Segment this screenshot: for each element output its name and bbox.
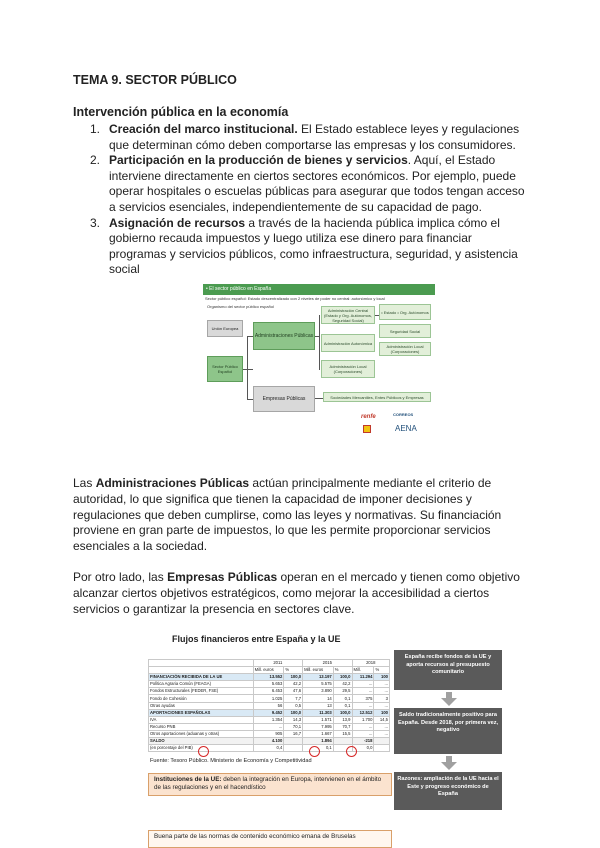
- box-local: Administración Local (Corporaciones): [321, 360, 375, 378]
- table-cell: 0,4: [253, 745, 284, 752]
- table-cell: [374, 738, 390, 745]
- table-cell: 1.354: [253, 716, 284, 723]
- table-cell: 70,1: [284, 723, 303, 730]
- table-cell: 70,7: [333, 723, 352, 730]
- diagram-subtitle: Sector público español: Estado descentralizado con 2 niveles de poder no central: autonómico y local: [205, 296, 385, 301]
- table-cell: 100,0: [284, 709, 303, 716]
- table-cell: %: [333, 667, 352, 674]
- table-cell: ...: [374, 681, 390, 688]
- highlight-circle: [198, 746, 209, 757]
- para-text: Las: [73, 476, 96, 490]
- list-item-bold: Asignación de recursos: [109, 215, 246, 230]
- paragraph-empresas: [73, 570, 521, 617]
- table-cell: 375: [352, 695, 374, 702]
- table-cell: 12.512: [352, 709, 374, 716]
- table-cell: ...: [352, 681, 374, 688]
- table-cell: ...: [374, 723, 390, 730]
- table-cell: [284, 738, 303, 745]
- table-cell-label: Recurso PNB: [149, 723, 254, 730]
- box-administraciones: Administraciones Públicas: [253, 322, 315, 350]
- table-cell-label: Otros aportaciones (aduanas y otras): [149, 730, 254, 737]
- table-cell: 1.571: [303, 716, 334, 723]
- connector: [375, 315, 379, 316]
- box-empresas-desc: Sociedades Mercantiles, Entes Públicos y Empresas: [323, 392, 431, 402]
- table-cell: 2018: [352, 660, 390, 667]
- table-row: [149, 681, 390, 688]
- table-subheader-row: [149, 667, 390, 674]
- table-row: [149, 695, 390, 702]
- table-cell: 100,0: [333, 674, 352, 681]
- highlight-circle: [309, 746, 320, 757]
- table-row: [149, 730, 390, 737]
- table-cell: %: [374, 667, 390, 674]
- table-cell: Mill.: [352, 667, 374, 674]
- correos-logo: CORREOS: [393, 412, 414, 417]
- box-sector-publico: Sector Público Español: [207, 356, 243, 382]
- table-cell: ...: [374, 730, 390, 737]
- table-cell: ...: [352, 723, 374, 730]
- table-cell: 0,1: [333, 702, 352, 709]
- table-cell-label: FINANCIACIÓN RECIBIDA DE LA UE: [149, 674, 254, 681]
- table-source: Fuente: Tesoro Público. Ministerio de Economía y Competitividad: [150, 758, 312, 764]
- table-cell-label: (en porcentaje del PIB): [149, 745, 254, 752]
- table-cell: 42,2: [333, 681, 352, 688]
- table-row: [149, 702, 390, 709]
- para-bold: Empresas Públicas: [167, 570, 278, 584]
- table-cell: [284, 745, 303, 752]
- highlight-circle: [346, 746, 357, 757]
- table-cell-label: SALDO: [149, 738, 254, 745]
- list-item-text: . Aquí, el Estado interviene directamente en ciertos sectores económicos. Por ejemplo, puede operar hospitales o escuelas públicas para asegurar que todos tengan acceso a servicios esenciales, independientemente de su capacidad de pago.: [109, 153, 525, 214]
- table-row: [149, 709, 390, 716]
- table-cell: 905: [253, 730, 284, 737]
- list-number: 1.: [90, 122, 101, 136]
- table-cell: 100,0: [333, 709, 352, 716]
- connector: [247, 336, 248, 400]
- table-cell: 1.700: [352, 716, 374, 723]
- page-title: TEMA 9. SECTOR PÚBLICO: [73, 73, 237, 87]
- table-cell-label: APORTACIONES ESPAÑOLAS: [149, 709, 254, 716]
- box-estado: • Estado • Org. Autónomos: [379, 304, 431, 320]
- table-cell: 2015: [303, 660, 352, 667]
- table-cell: Mill. euros: [253, 667, 284, 674]
- table-cell: 100: [374, 709, 390, 716]
- table-cell: 6.453: [253, 688, 284, 695]
- table-cell: 4.100: [253, 738, 284, 745]
- table-cell: 29,5: [333, 688, 352, 695]
- table-cell: 13.552: [253, 674, 284, 681]
- table-row: [149, 738, 390, 745]
- aena-logo: AENA: [395, 424, 417, 433]
- callout-text: Buena parte de las normas de contenido económico emana de Bruselas: [154, 833, 356, 840]
- arrow-down-icon: [441, 698, 457, 706]
- table-cell: 13,9: [333, 716, 352, 723]
- box-autonomica: Administración Autonómica: [321, 334, 375, 352]
- arrow-down-icon: [441, 762, 457, 770]
- table-cell: 5.575: [303, 681, 334, 688]
- box-local-detail: Administración Local (Corporaciones): [379, 342, 431, 356]
- flow-box-3: Razones: ampliación de la UE hacia el Este y progreso económico de España: [394, 772, 502, 810]
- para-text: operan en el mercado y tienen como objetivo alcanzar ciertos objetivos estratégicos, como mejorar la accesibilidad a ciertos servicios o garantizar la presencia en sectores clave.: [73, 570, 520, 616]
- table-cell: 3.890: [303, 688, 334, 695]
- table-cell: 5.653: [253, 681, 284, 688]
- table-cell: 16,7: [284, 730, 303, 737]
- list-item: [90, 122, 530, 153]
- box-admin-central: Administración Central (Estado y Org. Autónomos, Seguridad Social): [321, 306, 375, 324]
- table-cell: 0,0: [352, 745, 374, 752]
- table-cell: 1.894: [303, 738, 334, 745]
- diagram-header: • El sector público en España: [203, 284, 435, 295]
- table-cell: 3: [374, 695, 390, 702]
- table-cell: 11.303: [303, 709, 334, 716]
- flow-box-2: Saldo tradicionalmente positivo para España. Desde 2018, por primera vez, negativo: [394, 708, 502, 754]
- table-cell: 0,5: [284, 702, 303, 709]
- list-number: 2.: [90, 153, 101, 168]
- table-cell: 1.667: [303, 730, 334, 737]
- table-header-row: [149, 660, 390, 667]
- connector: [315, 398, 323, 399]
- table-cell: 9.452: [253, 709, 284, 716]
- list-item-text: El Estado establece leyes y regulaciones que determinan cómo deben comportarse las empresas y los consumidores.: [109, 122, 520, 152]
- connector: [319, 315, 320, 370]
- list-item: [90, 216, 530, 278]
- table-cell: [374, 745, 390, 752]
- connector: [243, 369, 253, 370]
- table-cell: ...: [352, 688, 374, 695]
- flows-table-grid: [148, 659, 390, 752]
- table-cell: 100: [374, 674, 390, 681]
- list-item-text: a través de la hacienda pública implica cómo el gobierno recauda impuestos y luego utiliza ese dinero para financiar programas y servicios públicos, como infraestructura, seguridad, y asistencia social: [109, 215, 518, 277]
- table-cell: 47,6: [284, 688, 303, 695]
- table-cell-label: IVA: [149, 716, 254, 723]
- flows-table: [148, 659, 390, 759]
- connector: [247, 336, 253, 337]
- table-cell: ...: [352, 730, 374, 737]
- table-cell-label: Fondo de Cohesión: [149, 695, 254, 702]
- callout-normas: [148, 830, 392, 848]
- diagram-subtitle-2: Organismo del sector público español: [207, 304, 274, 309]
- spain-flag-icon: [363, 425, 371, 433]
- table-cell: 56: [253, 702, 284, 709]
- table-row: [149, 723, 390, 730]
- table-cell: 0,1: [333, 695, 352, 702]
- connector: [247, 399, 253, 400]
- table-cell: 14,3: [284, 716, 303, 723]
- intervention-list: [90, 122, 530, 278]
- table-cell: [149, 667, 254, 674]
- table-cell: 7.995: [303, 723, 334, 730]
- table-cell: 100,0: [284, 674, 303, 681]
- table-cell: %: [284, 667, 303, 674]
- flow-box-1: España recibe fondos de la UE y aporta recursos al presupuesto comunitario: [394, 650, 502, 690]
- table-cell: 0,1: [303, 745, 334, 752]
- table-cell: 1.025: [253, 695, 284, 702]
- list-item-bold: Creación del marco institucional.: [109, 122, 298, 136]
- table-row: [149, 688, 390, 695]
- callout-text: deben la integración en Europa, intervienen en el ámbito de las regulaciones y en el hacendístico: [154, 776, 382, 792]
- paragraph-administraciones: [73, 476, 521, 555]
- table-cell: ...: [352, 702, 374, 709]
- table-cell: 15,5: [333, 730, 352, 737]
- table-cell: 14,5: [374, 716, 390, 723]
- section-heading: Intervención pública en la economía: [73, 105, 289, 119]
- table-cell: ...: [374, 688, 390, 695]
- box-empresas: Empresas Públicas: [253, 386, 315, 412]
- list-item: [90, 153, 530, 215]
- box-seguridad-social: Seguridad Social: [379, 324, 431, 338]
- box-union-europea: Unión Europea: [207, 320, 243, 337]
- para-text: Por otro lado, las: [73, 570, 168, 584]
- list-item-bold: Participación en la producción de bienes y servicios: [109, 153, 408, 168]
- renfe-logo: renfe: [361, 414, 376, 420]
- table-row: [149, 674, 390, 681]
- callout-bold: Instituciones de la UE:: [154, 776, 222, 783]
- table-cell: ...: [374, 702, 390, 709]
- table-cell: 13: [303, 702, 334, 709]
- table-cell: ...: [253, 723, 284, 730]
- table-cell: 2011: [253, 660, 302, 667]
- table-cell: -218: [352, 738, 374, 745]
- para-bold: Administraciones Públicas: [95, 476, 250, 490]
- table-cell-label: Política Agraria Común (FEAGA): [149, 681, 254, 688]
- table-cell: [333, 738, 352, 745]
- para-text: actúan principalmente mediante el criterio de autoridad, lo que significa que tienen la capacidad de imponer decisiones y regulaciones que deben cumplirse, como las leyes y normativas. Su financiación proviene en gran parte de impuestos, lo que les permite proporcionar servicios esenciales a la sociedad.: [73, 476, 502, 554]
- table-row: [149, 716, 390, 723]
- table-cell: [149, 660, 254, 667]
- flows-title: Flujos financieros entre España y la UE: [172, 634, 341, 644]
- table-cell: 13.197: [303, 674, 334, 681]
- table-cell: 42,2: [284, 681, 303, 688]
- table-cell-label: Fondos Estructurales (FEDER, FSE): [149, 688, 254, 695]
- list-number: 3.: [90, 215, 101, 230]
- table-cell: 11.294: [352, 674, 374, 681]
- table-cell-label: Otras ayudas: [149, 702, 254, 709]
- table-cell: 14: [303, 695, 334, 702]
- table-cell: 7,7: [284, 695, 303, 702]
- public-sector-diagram: [203, 284, 435, 440]
- callout-instituciones: [148, 773, 392, 796]
- table-cell: Mill. euros: [303, 667, 334, 674]
